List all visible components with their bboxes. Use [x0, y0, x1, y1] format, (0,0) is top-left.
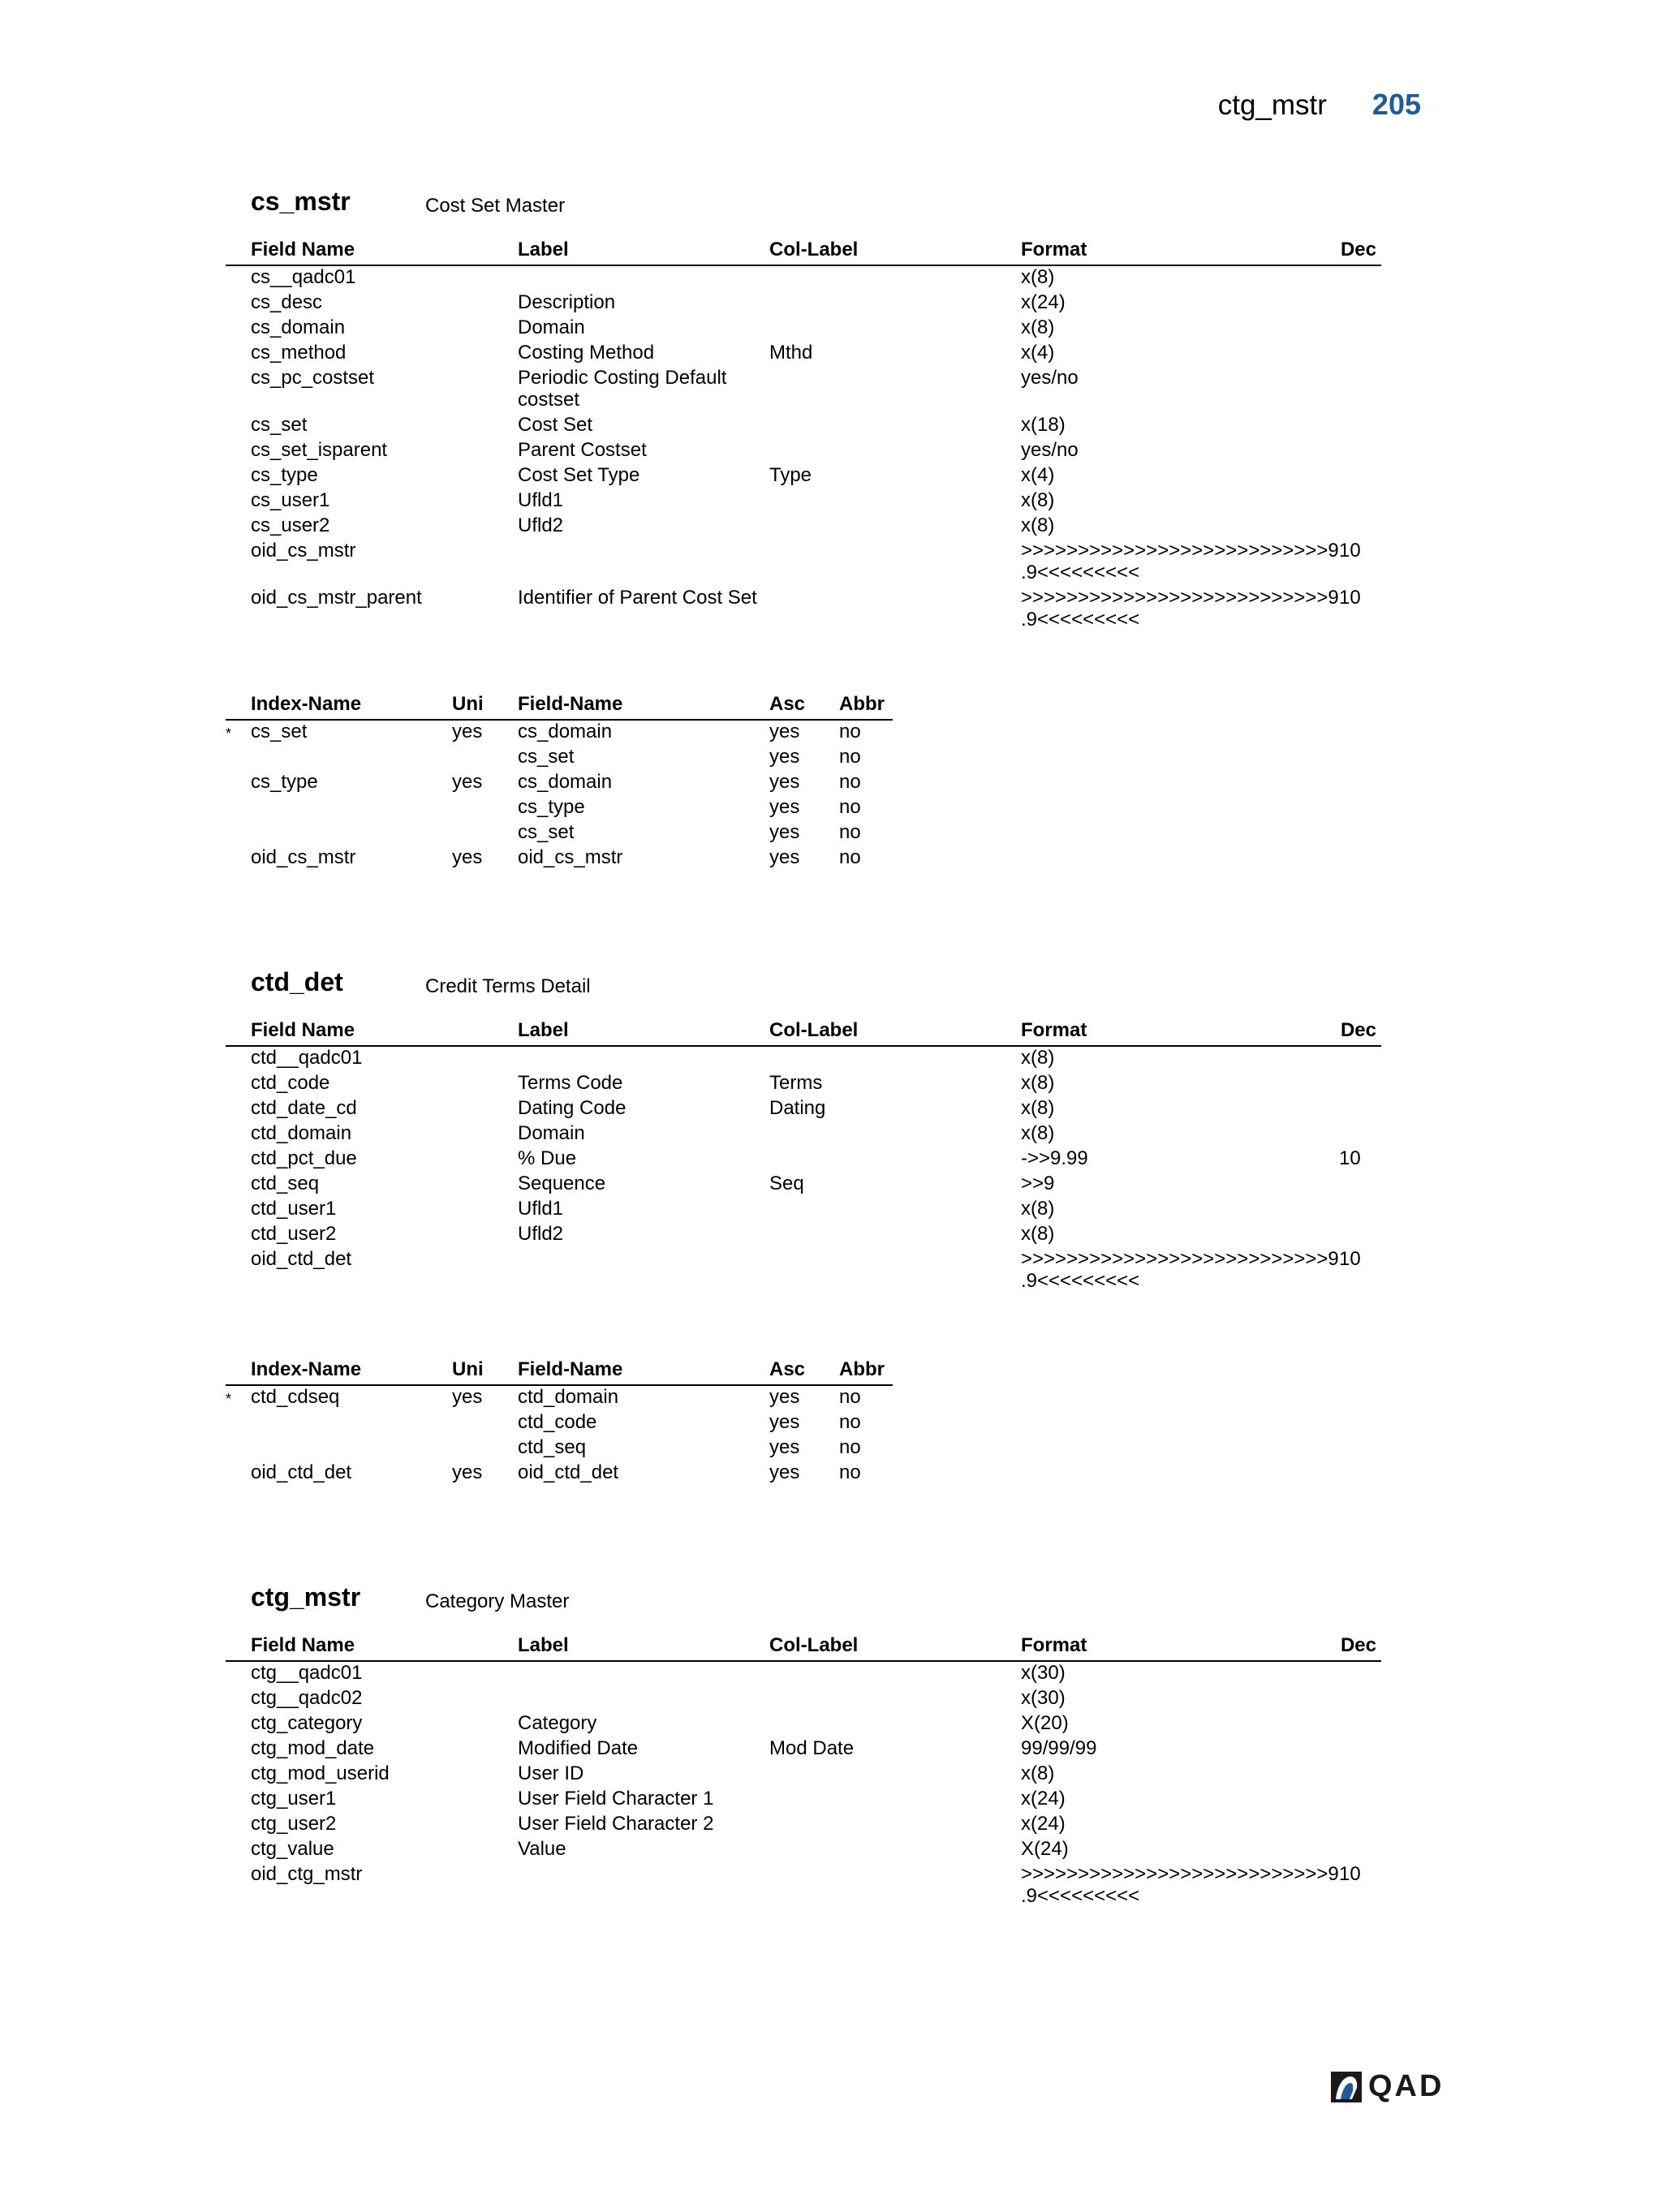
header-dec: Dec [1340, 239, 1376, 260]
field-table [226, 234, 1381, 634]
label-cell: Ufld1 [518, 1198, 564, 1220]
format-cell: x(8) [1021, 1097, 1055, 1119]
field-name-cell: cs_set_isparent [251, 439, 388, 461]
index-field-cell: cs_set [518, 746, 575, 768]
format-cell: >>>>>>>>>>>>>>>>>>>>>>>>>>>9 [1021, 1248, 1339, 1270]
field-name-cell: ctg__qadc01 [251, 1662, 363, 1684]
field-name-cell: cs_type [251, 464, 318, 486]
label-cell: Cost Set [518, 414, 593, 436]
index-row [226, 1436, 893, 1461]
running-title: ctg_mstr [1217, 89, 1327, 121]
format-cell: x(4) [1021, 464, 1055, 486]
field-name-cell: cs_desc [251, 291, 323, 313]
index-field-cell: cs_domain [518, 771, 613, 793]
table-title-row [226, 967, 1381, 1006]
format-cell: x(4) [1021, 342, 1055, 364]
field-name-cell: cs_pc_costset [251, 367, 375, 389]
index-name-cell: cs_set [251, 721, 308, 742]
table-row [226, 489, 1381, 514]
label-cell: Costing Method [518, 342, 655, 364]
primary-index-marker: * [226, 1391, 232, 1407]
header-uni: Uni [452, 1358, 484, 1380]
field-name-cell: ctg_category [251, 1712, 363, 1734]
header-format: Format [1021, 239, 1087, 260]
table-row [226, 1223, 1381, 1248]
label-cell: Ufld1 [518, 489, 564, 511]
label-cell: Cost Set Type [518, 464, 640, 486]
index-row [226, 846, 893, 871]
field-name-cell: cs__qadc01 [251, 266, 356, 288]
index-field-cell: cs_domain [518, 721, 613, 742]
index-field-cell: ctd_code [518, 1411, 597, 1433]
page-header [1218, 88, 1421, 122]
index-field-cell: oid_ctd_det [518, 1461, 619, 1483]
field-name-cell: ctd_user1 [251, 1198, 337, 1220]
label-cell: Ufld2 [518, 514, 564, 536]
header-abbr: Abbr [839, 693, 885, 715]
header-asc: Asc [769, 1358, 806, 1380]
abbreviation-cell: no [839, 846, 861, 868]
table-row [226, 1762, 1381, 1788]
table-row [226, 342, 1381, 367]
abbreviation-cell: no [839, 746, 861, 768]
unique-cell: yes [452, 771, 483, 793]
label-cell: User Field Character 1 [518, 1788, 714, 1810]
index-row [226, 1461, 893, 1487]
format-cell: x(24) [1021, 291, 1066, 313]
format-cell: x(8) [1021, 316, 1055, 338]
field-name-cell: ctg_user2 [251, 1813, 337, 1835]
field-name-cell: cs_method [251, 342, 347, 364]
table-row [226, 1813, 1381, 1838]
index-field-cell: cs_set [518, 821, 575, 843]
format-cell: x(8) [1021, 1122, 1055, 1144]
format-cell: X(20) [1021, 1712, 1069, 1734]
col-label-cell: Type [769, 464, 812, 486]
ascending-cell: yes [769, 846, 800, 868]
field-name-cell: oid_ctd_det [251, 1248, 352, 1270]
table-row [226, 316, 1381, 342]
ascending-cell: yes [769, 796, 800, 818]
table-row [226, 1662, 1381, 1687]
header-asc: Asc [769, 693, 806, 715]
table-section-ctd_det [226, 967, 1381, 1483]
format-cell: x(24) [1021, 1813, 1066, 1835]
table-row [226, 1863, 1381, 1910]
ascending-cell: yes [769, 1461, 800, 1483]
field-name-cell: cs_user1 [251, 489, 330, 511]
label-cell: Description [518, 291, 616, 313]
label-cell: Ufld2 [518, 1223, 564, 1245]
header-uni: Uni [452, 693, 484, 715]
abbreviation-cell: no [839, 1461, 861, 1483]
table-section-cs_mstr [226, 187, 1381, 868]
index-row [226, 1386, 893, 1411]
dec-cell: 10 [1339, 587, 1361, 609]
field-name-cell: ctg__qadc02 [251, 1687, 363, 1709]
table-row [226, 1072, 1381, 1097]
field-name-cell: ctg_mod_date [251, 1737, 375, 1759]
field-table [226, 1014, 1381, 1295]
table-row [226, 1838, 1381, 1863]
abbreviation-cell: no [839, 1386, 861, 1408]
label-cell: Value [518, 1838, 566, 1860]
table-row [226, 1122, 1381, 1147]
field-name-cell: ctd_pct_due [251, 1147, 357, 1169]
table-row [226, 1788, 1381, 1813]
page-number: 205 [1371, 88, 1421, 121]
header-dec: Dec [1340, 1634, 1376, 1656]
format-cell-continued: .9<<<<<<<<< [1021, 1885, 1140, 1907]
label-cell: Domain [518, 1122, 585, 1144]
label-cell: Category [518, 1712, 597, 1734]
table-row [226, 464, 1381, 489]
ascending-cell: yes [769, 721, 800, 742]
table-name: ctd_det [251, 967, 343, 996]
abbreviation-cell: no [839, 796, 861, 818]
ascending-cell: yes [769, 1411, 800, 1433]
label-cell: Dating Code [518, 1097, 626, 1119]
header-col-label: Col-Label [769, 1019, 859, 1041]
index-field-cell: cs_type [518, 796, 585, 818]
table-row [226, 367, 1381, 414]
table-row [226, 414, 1381, 439]
ascending-cell: yes [769, 1436, 800, 1458]
table-row [226, 540, 1381, 587]
qad-logo-text: QAD [1368, 2069, 1445, 2103]
field-name-cell: ctd_code [251, 1072, 330, 1094]
header-dec: Dec [1340, 1019, 1376, 1041]
abbreviation-cell: no [839, 1411, 861, 1433]
format-cell: x(8) [1021, 1198, 1055, 1220]
field-name-cell: ctg_value [251, 1838, 334, 1860]
dec-cell: 10 [1339, 1863, 1361, 1885]
format-cell: >>>>>>>>>>>>>>>>>>>>>>>>>>>9 [1021, 540, 1339, 562]
index-name-cell: oid_cs_mstr [251, 846, 356, 868]
header-label: Label [518, 239, 569, 260]
header-field-name: Field Name [251, 1634, 355, 1656]
format-cell-continued: .9<<<<<<<<< [1021, 609, 1140, 630]
ascending-cell: yes [769, 746, 800, 768]
table-description: Category Master [425, 1590, 570, 1612]
dec-cell: 10 [1339, 1248, 1361, 1270]
field-name-cell: oid_cs_mstr [251, 540, 356, 562]
table-row [226, 439, 1381, 464]
index-name-cell: oid_ctd_det [251, 1461, 352, 1483]
label-cell: Domain [518, 316, 585, 338]
dec-cell: 10 [1339, 540, 1361, 562]
table-row [226, 1687, 1381, 1712]
header-field-name: Field-Name [518, 1358, 623, 1380]
table-row [226, 1097, 1381, 1122]
table-title-row [226, 187, 1381, 226]
index-row [226, 1411, 893, 1436]
field-name-cell: cs_domain [251, 316, 346, 338]
format-cell-continued: .9<<<<<<<<< [1021, 562, 1140, 583]
table-row [226, 1248, 1381, 1295]
abbreviation-cell: no [839, 721, 861, 742]
field-table-header [226, 1014, 1381, 1047]
index-row [226, 771, 893, 796]
format-cell: x(8) [1021, 489, 1055, 511]
header-field-name: Field Name [251, 239, 355, 260]
label-cell: Periodic Costing Default [518, 367, 727, 389]
unique-cell: yes [452, 1461, 483, 1483]
ascending-cell: yes [769, 821, 800, 843]
format-cell: x(18) [1021, 414, 1066, 436]
table-row [226, 514, 1381, 540]
field-name-cell: ctd_seq [251, 1173, 320, 1194]
label-cell: Identifier of Parent Cost Set [518, 587, 757, 609]
format-cell: >>>>>>>>>>>>>>>>>>>>>>>>>>>9 [1021, 1863, 1339, 1885]
col-label-cell: Seq [769, 1173, 804, 1194]
table-row [226, 1173, 1381, 1198]
table-row [226, 1198, 1381, 1223]
format-cell: ->>9.99 [1021, 1147, 1088, 1169]
index-name-cell: ctd_cdseq [251, 1386, 340, 1408]
field-name-cell: ctg_mod_userid [251, 1762, 390, 1784]
index-row [226, 746, 893, 771]
field-name-cell: cs_user2 [251, 514, 330, 536]
unique-cell: yes [452, 721, 483, 742]
header-field-name: Field-Name [518, 693, 623, 715]
field-name-cell: oid_cs_mstr_parent [251, 587, 422, 609]
header-index-name: Index-Name [251, 693, 362, 715]
format-cell: 99/99/99 [1021, 1737, 1097, 1759]
table-row [226, 1712, 1381, 1737]
table-title-row [226, 1582, 1381, 1621]
format-cell: yes/no [1021, 367, 1079, 389]
format-cell: x(24) [1021, 1788, 1066, 1810]
index-table-header [226, 688, 893, 721]
header-format: Format [1021, 1634, 1087, 1656]
table-section-ctg_mstr [226, 1582, 1381, 1910]
unique-cell: yes [452, 846, 483, 868]
index-field-cell: ctd_domain [518, 1386, 619, 1408]
qad-logo [1331, 2069, 1444, 2104]
col-label-cell: Dating [769, 1097, 826, 1119]
format-cell: x(8) [1021, 514, 1055, 536]
label-cell: Parent Costset [518, 439, 647, 461]
field-table [226, 1629, 1381, 1910]
index-row [226, 721, 893, 746]
abbreviation-cell: no [839, 821, 861, 843]
format-cell: x(8) [1021, 1223, 1055, 1245]
label-cell: User ID [518, 1762, 584, 1784]
field-name-cell: ctd_domain [251, 1122, 352, 1144]
table-row [226, 1147, 1381, 1173]
format-cell: >>9 [1021, 1173, 1055, 1194]
format-cell: x(8) [1021, 1072, 1055, 1094]
format-cell: x(8) [1021, 266, 1055, 288]
format-cell: X(24) [1021, 1838, 1069, 1860]
table-row [226, 1047, 1381, 1072]
format-cell: >>>>>>>>>>>>>>>>>>>>>>>>>>>9 [1021, 587, 1339, 609]
field-name-cell: oid_ctg_mstr [251, 1863, 363, 1885]
abbreviation-cell: no [839, 1436, 861, 1458]
col-label-cell: Mod Date [769, 1737, 855, 1759]
index-row [226, 821, 893, 846]
format-cell: x(8) [1021, 1047, 1055, 1069]
ascending-cell: yes [769, 1386, 800, 1408]
field-name-cell: ctd_user2 [251, 1223, 337, 1245]
format-cell: x(30) [1021, 1687, 1066, 1709]
index-table [226, 1353, 893, 1487]
index-field-cell: ctd_seq [518, 1436, 587, 1458]
label-cell: Sequence [518, 1173, 606, 1194]
index-name-cell: cs_type [251, 771, 318, 793]
table-description: Credit Terms Detail [425, 975, 591, 997]
header-index-name: Index-Name [251, 1358, 362, 1380]
header-col-label: Col-Label [769, 1634, 859, 1656]
index-row [226, 796, 893, 821]
label-cell: Modified Date [518, 1737, 639, 1759]
primary-index-marker: * [226, 725, 232, 742]
qad-logo-icon [1331, 2072, 1362, 2102]
label-cell: % Due [518, 1147, 577, 1169]
table-row [226, 291, 1381, 316]
header-format: Format [1021, 1019, 1087, 1041]
col-label-cell: Terms [769, 1072, 823, 1094]
table-row [226, 587, 1381, 634]
format-cell: yes/no [1021, 439, 1079, 461]
header-label: Label [518, 1634, 569, 1656]
format-cell: x(8) [1021, 1762, 1055, 1784]
ascending-cell: yes [769, 771, 800, 793]
field-name-cell: ctd_date_cd [251, 1097, 357, 1119]
dec-cell: 10 [1339, 1147, 1361, 1169]
field-table-header [226, 1629, 1381, 1662]
table-description: Cost Set Master [425, 195, 566, 217]
field-name-cell: ctg_user1 [251, 1788, 337, 1810]
table-name: ctg_mstr [251, 1582, 361, 1612]
field-table-header [226, 234, 1381, 266]
field-name-cell: cs_set [251, 414, 308, 436]
table-name: cs_mstr [251, 187, 351, 216]
format-cell: x(30) [1021, 1662, 1066, 1684]
field-name-cell: ctd__qadc01 [251, 1047, 363, 1069]
header-abbr: Abbr [839, 1358, 885, 1380]
label-cell: User Field Character 2 [518, 1813, 714, 1835]
abbreviation-cell: no [839, 771, 861, 793]
index-table-header [226, 1353, 893, 1386]
table-row [226, 266, 1381, 291]
index-field-cell: oid_cs_mstr [518, 846, 623, 868]
table-row [226, 1737, 1381, 1762]
col-label-cell: Mthd [769, 342, 813, 364]
index-table [226, 688, 893, 871]
label-cell: Terms Code [518, 1072, 623, 1094]
unique-cell: yes [452, 1386, 483, 1408]
format-cell-continued: .9<<<<<<<<< [1021, 1270, 1140, 1292]
header-col-label: Col-Label [769, 239, 859, 260]
label-cell-continued: costset [518, 389, 580, 411]
header-label: Label [518, 1019, 569, 1041]
header-field-name: Field Name [251, 1019, 355, 1041]
